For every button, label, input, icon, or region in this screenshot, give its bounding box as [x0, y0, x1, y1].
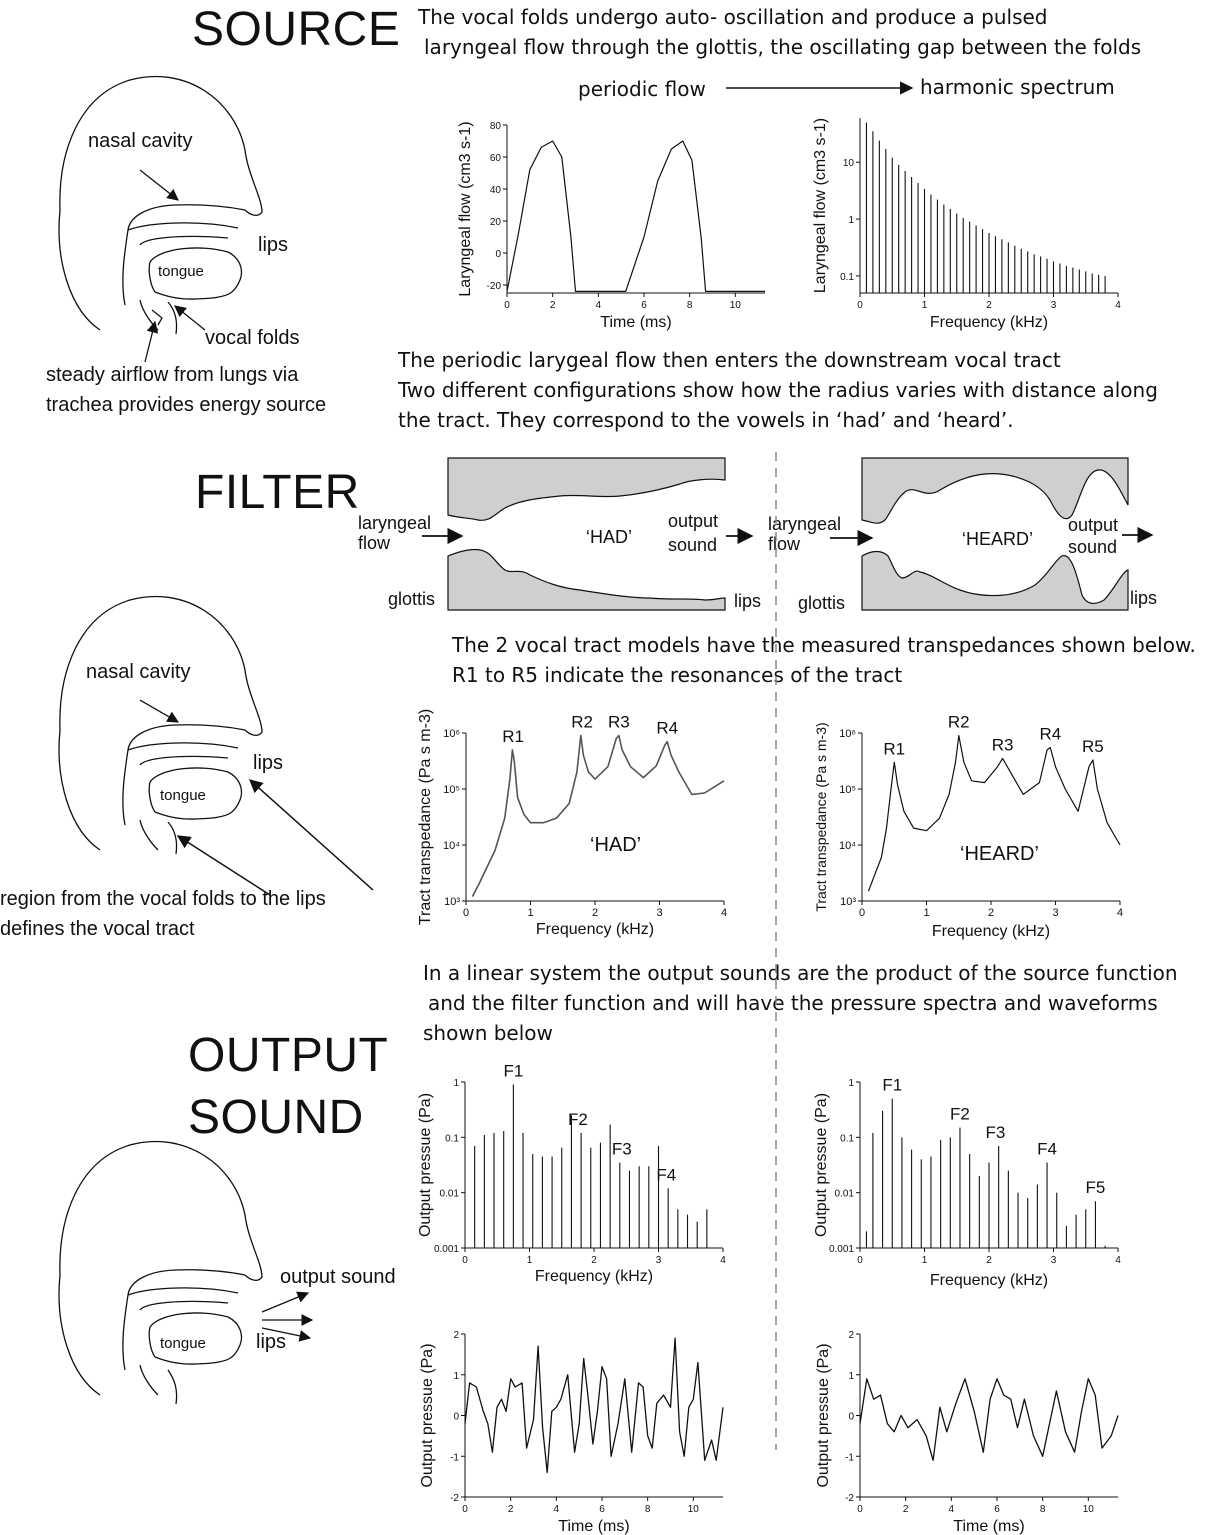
- region-label-line2: defines the vocal tract: [0, 918, 195, 940]
- output_spectrum_heard-y-tick-label: 0.1: [840, 1133, 854, 1145]
- source-text-line1: The vocal folds undergo auto- oscillation and produce a pulsed: [418, 5, 1048, 29]
- harmonic_spectrum-y-axis-label: Laryngeal flow (cm3 s-1): [812, 117, 829, 294]
- transp-text-line1: The 2 vocal tract models have the measured transpedances shown below.: [452, 633, 1196, 657]
- transpedance_heard-annotation-r4: R4: [1039, 724, 1062, 744]
- tongue-label-1: tongue: [158, 263, 204, 280]
- transpedance_had-annotation-r1: R1: [502, 726, 524, 746]
- tongue-label-2: tongue: [160, 787, 206, 804]
- transpedance_had-x-axis-label: Frequency (kHz): [535, 921, 655, 938]
- transpedance_heard-y-tick-label: 10⁵: [839, 784, 856, 796]
- output_spectrum_had-annotation-f3: F3: [611, 1139, 632, 1159]
- nasal-cavity-pointer-1: [140, 170, 178, 200]
- had-tract-label: ‘HAD’: [586, 527, 633, 547]
- output_spectrum_heard-y-axis-label: Output pressue (Pa): [813, 1092, 830, 1238]
- chart-waveform-heard: [815, 1330, 1118, 1535]
- output_spectrum_had-x-tick-label: 3: [655, 1255, 662, 1266]
- chart-output-spectrum-heard: [813, 1076, 1121, 1289]
- waveform_had-y-tick-label: 2: [453, 1330, 459, 1341]
- output_spectrum_heard-annotation-f5: F5: [1085, 1178, 1106, 1198]
- section-title-filter: FILTER: [195, 466, 360, 519]
- lips-label-had: lips: [734, 591, 762, 611]
- transpedance-had-label: ‘HAD’: [590, 834, 642, 856]
- output_spectrum_heard-annotation-f2: F2: [950, 1104, 970, 1124]
- vocal-folds-label: vocal folds: [205, 327, 300, 349]
- waveform_heard-y-tick-label: -1: [845, 1452, 854, 1464]
- nasal-cavity-label-1: nasal cavity: [88, 130, 193, 152]
- waveform_heard-y-tick-label: 1: [848, 1370, 854, 1382]
- lips-label-heard: lips: [1130, 588, 1158, 608]
- airflow-label-line1: steady airflow from lungs via: [46, 364, 299, 386]
- transpedance_heard-annotation-r5: R5: [1082, 736, 1104, 756]
- laryngeal_flow-y-tick-label: -20: [486, 281, 501, 292]
- output_spectrum_had-x-tick-label: 2: [591, 1255, 597, 1266]
- chart-output-spectrum-had: [417, 1062, 726, 1285]
- transpedance_had-x-tick-label: 1: [527, 907, 534, 919]
- laryngeal_flow-x-axis-label: Time (ms): [600, 314, 672, 331]
- transpedance_had-y-axis-label: Tract transpedance (Pa s m-3): [417, 708, 434, 926]
- vocal-folds-pointer: [175, 306, 205, 330]
- source-text-line2: laryngeal flow through the glottis, the oscillating gap between the folds: [424, 35, 1142, 59]
- head-diagram-output: [59, 1141, 262, 1404]
- waveform_heard-x-tick-label: 6: [994, 1504, 1000, 1515]
- periodic-flow-label: periodic flow: [578, 77, 706, 101]
- transpedance_heard-y-tick-label: 10³: [840, 896, 856, 908]
- waveform_had-x-tick-label: 4: [553, 1504, 560, 1515]
- head-diagram-source: [59, 76, 262, 334]
- waveform_heard-x-tick-label: 8: [1039, 1504, 1046, 1515]
- region-pointer-folds: [178, 836, 270, 895]
- heard-tract-label: ‘HEARD’: [962, 529, 1034, 549]
- waveform_had-x-tick-label: 2: [507, 1504, 514, 1515]
- laryngeal_flow-y-tick-label: 20: [489, 217, 501, 228]
- output_spectrum_had-annotation-f1: F1: [503, 1061, 524, 1081]
- laryngeal-label-had: laryngeal: [358, 513, 432, 533]
- sound-label-heard: sound: [1068, 537, 1118, 557]
- transpedance_heard-annotation-r2: R2: [947, 712, 970, 732]
- section-title-source: SOURCE: [192, 3, 401, 56]
- waveform_heard-series-line: [860, 1379, 1118, 1461]
- harmonic_spectrum-y-tick-label: 0.1: [840, 271, 854, 283]
- harmonic_spectrum-y-tick-label: 10: [842, 158, 854, 170]
- airflow-pointer: [145, 322, 155, 362]
- transpedance-heard-label: ‘HEARD’: [960, 843, 1039, 865]
- output_spectrum_had-y-axis-label: Output pressue (Pa): [417, 1092, 434, 1238]
- glottis-label-had: glottis: [388, 589, 436, 609]
- harmonic_spectrum-x-tick-label: 4: [1115, 300, 1121, 311]
- laryngeal_flow-y-tick-label: 40: [489, 185, 501, 196]
- glottis-label-heard: glottis: [798, 593, 846, 613]
- chart-harmonic-spectrum: [812, 118, 1121, 331]
- transpedance_had-y-tick-label: 10⁴: [443, 840, 460, 852]
- tract-shape-had: [448, 458, 725, 610]
- tongue-label-3: tongue: [160, 1335, 206, 1352]
- output-sound-arrow-1: [262, 1293, 308, 1312]
- transpedance_heard-x-tick-label: 1: [923, 907, 930, 919]
- output_spectrum_had-y-tick-label: 0.01: [439, 1188, 459, 1200]
- waveform_had-y-tick-label: 0: [453, 1411, 459, 1423]
- lips-label-2: lips: [253, 752, 284, 774]
- waveform_heard-y-axis-label: Output pressue (Pa): [815, 1343, 832, 1488]
- transpedance_heard-x-tick-label: 3: [1052, 907, 1059, 919]
- output_spectrum_heard-y-tick-label: 1: [848, 1078, 854, 1089]
- transpedance_had-y-tick-label: 10⁶: [443, 728, 460, 740]
- output_spectrum_heard-x-tick-label: 0: [857, 1255, 863, 1266]
- lips-label-1: lips: [258, 234, 289, 256]
- transpedance_heard-y-tick-label: 10⁶: [839, 728, 856, 740]
- harmonic_spectrum-x-axis-label: Frequency (kHz): [929, 314, 1049, 331]
- head-diagram-filter: [59, 596, 262, 854]
- transpedance_had-y-tick-label: 10⁵: [443, 784, 460, 796]
- output_spectrum_had-x-axis-label: Frequency (kHz): [534, 1268, 654, 1285]
- waveform_heard-x-tick-label: 0: [857, 1504, 863, 1515]
- sound-label-had: sound: [668, 535, 718, 555]
- output_spectrum_had-annotation-f4: F4: [656, 1165, 677, 1185]
- transpedance_heard-annotation-r1: R1: [883, 739, 906, 759]
- transpedance_heard-x-axis-label: Frequency (kHz): [931, 923, 1051, 940]
- tract-text-line1: The periodic larygeal flow then enters the downstream vocal tract: [398, 348, 1061, 372]
- transpedance_had-series-line: [472, 736, 724, 897]
- transpedance_had-x-tick-label: 3: [656, 907, 663, 919]
- lips-label-3: lips: [256, 1331, 287, 1353]
- laryngeal_flow-x-tick-label: 6: [641, 300, 647, 311]
- output_spectrum_had-annotation-f2: F2: [567, 1109, 588, 1129]
- waveform_had-x-axis-label: Time (ms): [558, 1518, 630, 1535]
- laryngeal_flow-x-tick-label: 10: [729, 300, 741, 311]
- transpedance_heard-x-tick-label: 2: [987, 907, 995, 919]
- waveform_had-x-tick-label: 6: [599, 1504, 605, 1515]
- chart-transpedance-heard: [813, 713, 1123, 940]
- harmonic_spectrum-x-tick-label: 3: [1050, 300, 1057, 311]
- output-label-heard: output: [1068, 515, 1119, 535]
- output_spectrum_had-y-tick-label: 0.001: [433, 1244, 459, 1255]
- transpedance_had-annotation-r2: R2: [571, 712, 593, 732]
- transpedance_had-annotation-r4: R4: [656, 718, 679, 738]
- waveform_had-series-line: [465, 1338, 723, 1472]
- transpedance_had-y-tick-label: 10³: [444, 896, 460, 908]
- linear-text-line2: and the filter function and will have the pressure spectra and waveforms: [428, 991, 1158, 1015]
- harmonic_spectrum-y-tick-label: 1: [848, 215, 854, 227]
- waveform_heard-y-tick-label: 0: [848, 1411, 854, 1423]
- laryngeal_flow-y-axis-label: Laryngeal flow (cm3 s-1): [457, 121, 474, 297]
- nasal-cavity-pointer-2: [140, 700, 178, 722]
- laryngeal_flow-y-tick-label: 60: [489, 153, 501, 164]
- transpedance_heard-series-line: [869, 736, 1121, 892]
- transpedance_heard-x-tick-label: 0: [858, 907, 866, 919]
- output_spectrum_had-x-tick-label: 4: [720, 1255, 726, 1266]
- transpedance_had-x-tick-label: 2: [591, 907, 599, 919]
- linear-text-line3: shown below: [423, 1021, 553, 1045]
- transpedance_heard-y-axis-label: Tract transpedance (Pa s m-3): [813, 722, 829, 912]
- airflow-label-line2: trachea provides energy source: [46, 394, 327, 416]
- section-title-output-line2: SOUND: [188, 1091, 364, 1144]
- laryngeal_flow-x-tick-label: 0: [504, 300, 510, 311]
- waveform_heard-x-tick-label: 10: [1082, 1504, 1094, 1515]
- laryngeal_flow-x-tick-label: 2: [549, 300, 556, 311]
- tract-text-line3: the tract. They correspond to the vowels in ‘had’ and ‘heard’.: [398, 408, 1014, 432]
- tract-shape-heard: [862, 458, 1128, 610]
- waveform_had-y-axis-label: Output pressue (Pa): [419, 1343, 436, 1488]
- output_spectrum_had-x-tick-label: 1: [526, 1255, 533, 1266]
- output_spectrum_heard-x-tick-label: 2: [986, 1255, 992, 1266]
- output_spectrum_heard-annotation-f1: F1: [882, 1075, 903, 1095]
- linear-text-line1: In a linear system the output sounds are the product of the source function: [423, 961, 1178, 985]
- nasal-cavity-label-2: nasal cavity: [86, 661, 191, 683]
- harmonic-spectrum-label: harmonic spectrum: [920, 75, 1115, 99]
- output_spectrum_heard-annotation-f3: F3: [985, 1122, 1006, 1142]
- flow-label-heard: flow: [768, 534, 801, 554]
- output_spectrum_had-x-tick-label: 0: [462, 1255, 468, 1266]
- output_spectrum_heard-x-axis-label: Frequency (kHz): [929, 1272, 1049, 1289]
- transp-text-line2: R1 to R5 indicate the resonances of the tract: [452, 663, 903, 687]
- waveform_heard-x-tick-label: 2: [902, 1504, 909, 1515]
- output_spectrum_heard-x-tick-label: 1: [921, 1255, 928, 1266]
- output_spectrum_had-y-tick-label: 0.1: [445, 1133, 459, 1145]
- output_spectrum_had-y-tick-label: 1: [453, 1078, 459, 1089]
- transpedance_heard-annotation-r3: R3: [991, 735, 1014, 755]
- laryngeal_flow-series-line: [507, 141, 765, 291]
- waveform_had-x-tick-label: 10: [687, 1504, 699, 1515]
- output-sound-label: output sound: [280, 1266, 396, 1288]
- transpedance_had-annotation-r3: R3: [607, 712, 630, 732]
- laryngeal_flow-x-tick-label: 4: [595, 300, 602, 311]
- transpedance_had-x-tick-label: 0: [462, 907, 470, 919]
- harmonic_spectrum-x-tick-label: 0: [857, 300, 863, 311]
- region-label-line1: region from the vocal folds to the lips: [0, 888, 326, 910]
- waveform_had-x-tick-label: 0: [462, 1504, 468, 1515]
- tract-text-line2: Two different configurations show how the radius varies with distance along: [398, 378, 1158, 402]
- region-pointer-lips: [250, 780, 373, 890]
- transpedance_had-x-tick-label: 4: [720, 907, 728, 919]
- waveform_heard-x-axis-label: Time (ms): [953, 1518, 1025, 1535]
- laryngeal-label-heard: laryngeal: [768, 514, 842, 534]
- output_spectrum_heard-y-tick-label: 0.001: [828, 1244, 854, 1255]
- section-title-output-line1: OUTPUT: [188, 1029, 389, 1082]
- transpedance_heard-x-tick-label: 4: [1116, 907, 1124, 919]
- output_spectrum_heard-annotation-f4: F4: [1037, 1139, 1057, 1159]
- output_spectrum_heard-x-tick-label: 4: [1115, 1255, 1121, 1266]
- flow-label-had: flow: [358, 533, 391, 553]
- laryngeal_flow-y-tick-label: 0: [495, 249, 501, 260]
- waveform_had-y-tick-label: -1: [450, 1452, 459, 1464]
- waveform_heard-x-tick-label: 4: [948, 1504, 955, 1515]
- output_spectrum_heard-y-tick-label: 0.01: [834, 1188, 854, 1200]
- output_spectrum_heard-x-tick-label: 3: [1050, 1255, 1057, 1266]
- waveform_had-y-tick-label: -2: [450, 1493, 459, 1504]
- laryngeal_flow-y-tick-label: 80: [489, 121, 501, 132]
- laryngeal_flow-x-tick-label: 8: [686, 300, 693, 311]
- chart-transpedance-had: [417, 709, 727, 938]
- chart-laryngeal-flow: [457, 121, 765, 331]
- waveform_heard-y-tick-label: -2: [845, 1493, 854, 1504]
- output-label-had: output: [668, 511, 719, 531]
- output-sound-arrow-3: [262, 1328, 310, 1338]
- chart-waveform-had: [419, 1330, 723, 1535]
- waveform_heard-y-tick-label: 2: [848, 1330, 854, 1341]
- harmonic_spectrum-x-tick-label: 1: [921, 300, 928, 311]
- waveform_had-x-tick-label: 8: [644, 1504, 651, 1515]
- harmonic_spectrum-x-tick-label: 2: [986, 300, 992, 311]
- transpedance_heard-y-tick-label: 10⁴: [839, 840, 856, 852]
- waveform_had-y-tick-label: 1: [453, 1370, 459, 1382]
